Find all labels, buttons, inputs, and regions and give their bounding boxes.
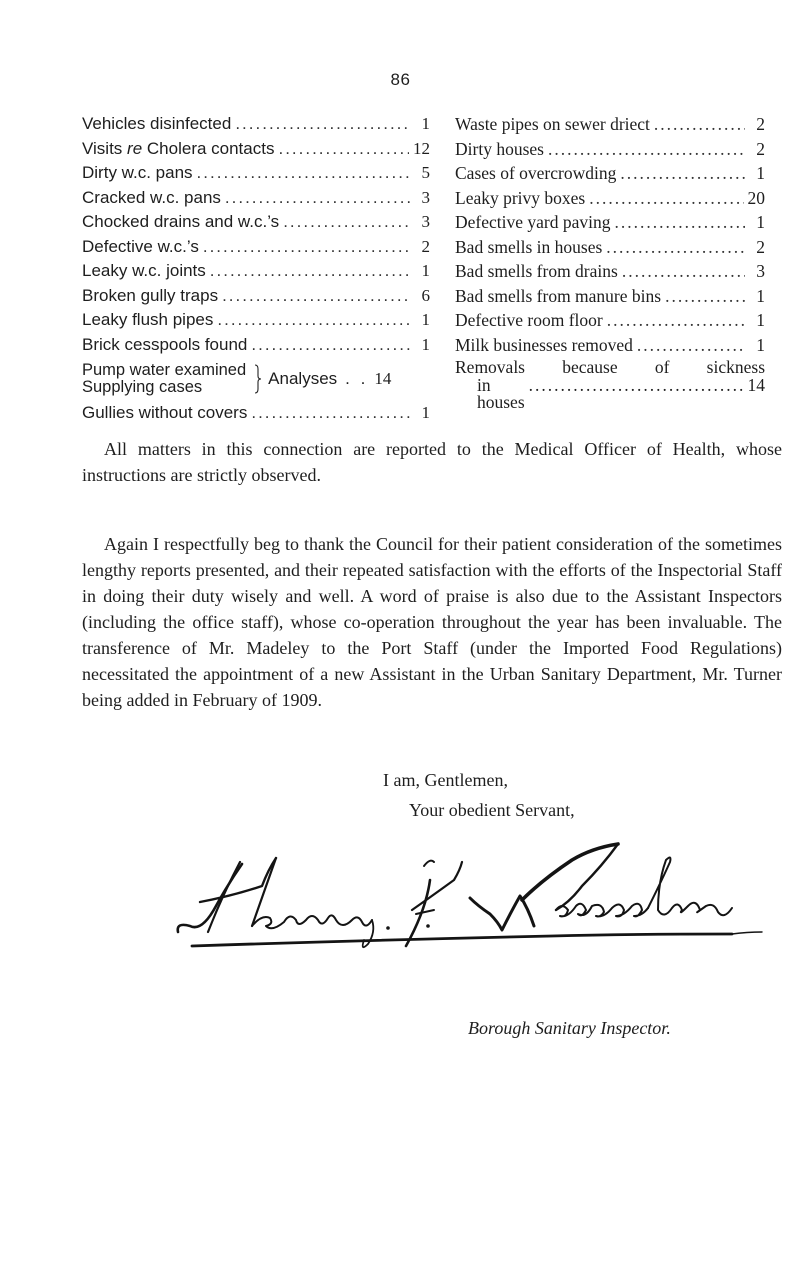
item-value: 2 (421, 236, 430, 256)
item-label: Visits re Cholera contacts (82, 138, 275, 158)
item-label: Bad smells from manure bins (455, 285, 662, 306)
list-item (455, 333, 765, 358)
list-item (82, 137, 430, 162)
list-item (455, 308, 765, 333)
list-item (82, 401, 430, 426)
signatory-title: Borough Sanitary Inspector. (468, 1018, 671, 1038)
item-label: Dirty houses (455, 138, 544, 159)
list-item (455, 235, 765, 260)
item-label: Leaky flush pipes (82, 310, 214, 329)
item-value: 2 (756, 236, 765, 257)
item-label: Chocked drains and w.c.’s (82, 212, 280, 231)
list-item (82, 235, 430, 260)
list-item (82, 186, 430, 211)
item-label: Leaky w.c. joints (82, 261, 206, 280)
salutation: I am, Gentlemen, (383, 770, 508, 790)
item-value: 1 (756, 285, 765, 306)
item-value: 1 (421, 403, 430, 422)
list-item (455, 259, 765, 284)
list-item (455, 112, 765, 137)
item-value: 1 (421, 261, 430, 280)
item-value: 1 (421, 310, 430, 329)
item-label: Leaky privy boxes (455, 187, 586, 208)
item-label: Gullies without covers (82, 403, 248, 422)
braced-label-line2: Supplying cases (82, 378, 203, 396)
braced-item: Pump water examined Supplying cases Analyses . . 14 (82, 361, 392, 396)
list-item (455, 284, 765, 309)
item-label: Defective yard paving (455, 212, 611, 232)
list-item (82, 308, 430, 333)
item-value: 6 (421, 285, 430, 305)
right-column (455, 112, 765, 412)
braced-value: 14 (374, 368, 392, 388)
paragraph: Again I respectfully beg to thank the Council for their patient consideration of the sometimes lengthy reports presented, and their repeated satisfaction with the efforts of the Inspectorial Staff in doing their duty wisely and well. A word of praise is also due to the Assistant Inspectors (including the office staff), whose co-operation throughout the year has been invaluable. The transference of Mr. Madeley to the Port Staff (under the Imported Food Regulations) necessitated the appointment of a new Assistant in the Urban Sanitary Department, Mr. Turner being added in February of 1909. (82, 534, 782, 710)
list-item (82, 161, 430, 186)
item-label: in houses (477, 374, 525, 412)
list-item (82, 259, 430, 284)
item-value: 1 (421, 334, 430, 354)
item-value: 3 (756, 261, 765, 281)
item-value: 2 (756, 138, 765, 159)
item-value: 14 (747, 374, 765, 395)
valediction: Your obedient Servant, (409, 800, 575, 820)
item-label: Defective w.c.’s (82, 236, 199, 256)
list-item (455, 210, 765, 235)
item-label: Defective room floor (455, 310, 603, 330)
list-item (455, 186, 765, 211)
list-item (82, 284, 430, 309)
item-label: Broken gully traps (82, 285, 219, 305)
item-value: 12 (413, 138, 430, 158)
item-label: Bad smells in houses (455, 236, 603, 257)
list-item (82, 112, 430, 137)
list-item (455, 137, 765, 162)
list-item (82, 210, 430, 235)
item-value: 3 (421, 187, 430, 207)
item-value: 1 (421, 114, 430, 133)
item-value: 3 (421, 212, 430, 231)
item-label: Vehicles disinfected (82, 114, 232, 133)
handwritten-signature (172, 840, 772, 952)
page-number: 86 (390, 70, 411, 89)
braced-label-line1: Pump water examined (82, 361, 247, 379)
item-label: Brick cesspools found (82, 334, 248, 354)
item-value: 20 (747, 187, 765, 208)
item-label: Dirty w.c. pans (82, 163, 193, 182)
item-label: Milk businesses removed (455, 334, 633, 355)
item-label: Cracked w.c. pans (82, 187, 221, 207)
paragraph: All matters in this connection are reported to the Medical Officer of Health, whose instructions are strictly observed. (82, 439, 782, 485)
item-value: 1 (756, 212, 765, 232)
brace-icon (254, 364, 262, 394)
item-value: 1 (756, 310, 765, 330)
item-label: Bad smells from drains (455, 261, 618, 281)
item-label: Waste pipes on sewer driect (455, 114, 650, 134)
left-column (82, 112, 430, 426)
braced-note: Analyses (268, 368, 338, 388)
item-value: 5 (421, 163, 430, 182)
list-item (455, 161, 765, 186)
item-label: Cases of overcrowding (455, 163, 617, 183)
item-value: 1 (756, 334, 765, 355)
item-value: 1 (756, 163, 765, 183)
wrapped-item: Removals because of sickness in houses ..... 14 (455, 359, 765, 412)
item-value: 2 (756, 114, 765, 134)
list-item (82, 333, 430, 358)
